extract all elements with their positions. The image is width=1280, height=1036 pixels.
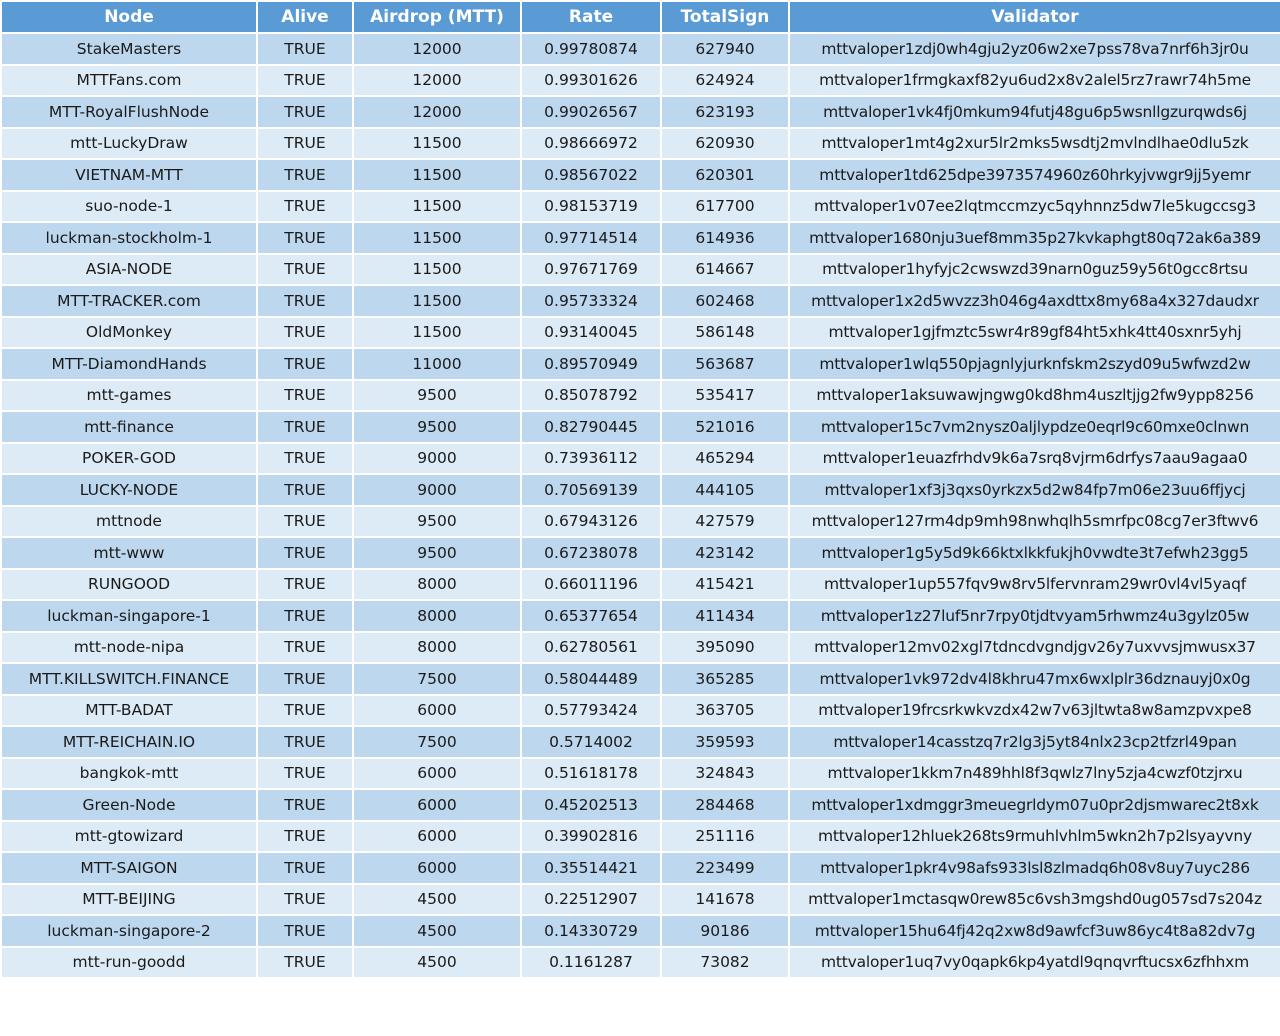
cell-node: VIETNAM-MTT [1, 159, 257, 191]
cell-node: Green-Node [1, 789, 257, 821]
cell-validator: mttvaloper1uq7vy0qapk6kp4yatdl9qnqvrftucsx6zfhhxm [789, 947, 1280, 979]
cell-rate: 0.70569139 [521, 474, 661, 506]
cell-airdrop: 9500 [353, 537, 521, 569]
cell-totalsign: 141678 [661, 884, 789, 916]
cell-totalsign: 602468 [661, 285, 789, 317]
cell-alive: TRUE [257, 600, 353, 632]
cell-node: suo-node-1 [1, 191, 257, 223]
cell-alive: TRUE [257, 915, 353, 947]
cell-alive: TRUE [257, 191, 353, 223]
table-row[interactable] [1, 632, 1280, 664]
cell-totalsign: 365285 [661, 663, 789, 695]
cell-airdrop: 12000 [353, 96, 521, 128]
cell-validator: mttvaloper14casstzq7r2lg3j5yt84nlx23cp2tfzrl49pan [789, 726, 1280, 758]
table-row[interactable] [1, 443, 1280, 475]
cell-node: POKER-GOD [1, 443, 257, 475]
cell-validator: mttvaloper1wlq550pjagnlyjurknfskm2szyd09u5wfwzd2w [789, 348, 1280, 380]
cell-airdrop: 6000 [353, 821, 521, 853]
table-row[interactable] [1, 947, 1280, 979]
table-row[interactable] [1, 474, 1280, 506]
cell-validator: mttvaloper1kkm7n489hhl8f3qwlz7lny5zja4cwzf0tzjrxu [789, 758, 1280, 790]
cell-alive: TRUE [257, 96, 353, 128]
cell-airdrop: 11500 [353, 191, 521, 223]
cell-node: ASIA-NODE [1, 254, 257, 286]
cell-alive: TRUE [257, 128, 353, 160]
cell-node: MTT-REICHAIN.IO [1, 726, 257, 758]
cell-totalsign: 411434 [661, 600, 789, 632]
cell-airdrop: 7500 [353, 726, 521, 758]
cell-node: OldMonkey [1, 317, 257, 349]
cell-totalsign: 620930 [661, 128, 789, 160]
cell-node: RUNGOOD [1, 569, 257, 601]
cell-totalsign: 423142 [661, 537, 789, 569]
cell-validator: mttvaloper1gjfmztc5swr4r89gf84ht5xhk4tt40sxnr5yhj [789, 317, 1280, 349]
table-row[interactable] [1, 96, 1280, 128]
cell-node: MTT-BEIJING [1, 884, 257, 916]
cell-airdrop: 9500 [353, 380, 521, 412]
table-row[interactable] [1, 758, 1280, 790]
cell-alive: TRUE [257, 317, 353, 349]
table-row[interactable] [1, 915, 1280, 947]
cell-totalsign: 251116 [661, 821, 789, 853]
table-row[interactable] [1, 852, 1280, 884]
cell-airdrop: 11500 [353, 254, 521, 286]
table-header-row [1, 1, 1280, 33]
cell-validator: mttvaloper1up557fqv9w8rv5lfervnram29wr0vl4vl5yaqf [789, 569, 1280, 601]
cell-rate: 0.58044489 [521, 663, 661, 695]
cell-validator: mttvaloper1zdj0wh4gju2yz06w2xe7pss78va7nrf6h3jr0u [789, 33, 1280, 65]
cell-rate: 0.99301626 [521, 65, 661, 97]
cell-totalsign: 223499 [661, 852, 789, 884]
cell-rate: 0.97714514 [521, 222, 661, 254]
cell-totalsign: 624924 [661, 65, 789, 97]
cell-totalsign: 73082 [661, 947, 789, 979]
cell-validator: mttvaloper1680nju3uef8mm35p27kvkaphgt80q72ak6a389 [789, 222, 1280, 254]
cell-rate: 0.82790445 [521, 411, 661, 443]
cell-node: luckman-singapore-2 [1, 915, 257, 947]
cell-airdrop: 9500 [353, 506, 521, 538]
cell-node: mtt-run-goodd [1, 947, 257, 979]
cell-rate: 0.62780561 [521, 632, 661, 664]
table-row[interactable] [1, 348, 1280, 380]
cell-alive: TRUE [257, 159, 353, 191]
cell-totalsign: 627940 [661, 33, 789, 65]
cell-node: MTTFans.com [1, 65, 257, 97]
cell-airdrop: 6000 [353, 852, 521, 884]
cell-node: LUCKY-NODE [1, 474, 257, 506]
cell-rate: 0.67238078 [521, 537, 661, 569]
cell-totalsign: 623193 [661, 96, 789, 128]
cell-rate: 0.97671769 [521, 254, 661, 286]
cell-rate: 0.98567022 [521, 159, 661, 191]
cell-airdrop: 6000 [353, 758, 521, 790]
cell-validator: mttvaloper1euazfrhdv9k6a7srq8vjrm6drfys7aau9agaa0 [789, 443, 1280, 475]
cell-alive: TRUE [257, 348, 353, 380]
table-row[interactable] [1, 726, 1280, 758]
cell-rate: 0.45202513 [521, 789, 661, 821]
table-body [1, 33, 1280, 978]
cell-airdrop: 11000 [353, 348, 521, 380]
cell-node: StakeMasters [1, 33, 257, 65]
cell-node: mtt-LuckyDraw [1, 128, 257, 160]
cell-alive: TRUE [257, 285, 353, 317]
column-header-node[interactable]: Node [1, 1, 257, 33]
table-row[interactable] [1, 65, 1280, 97]
cell-validator: mttvaloper1pkr4v98afs933lsl8zlmadq6h08v8uy7uyc286 [789, 852, 1280, 884]
cell-airdrop: 8000 [353, 600, 521, 632]
cell-alive: TRUE [257, 569, 353, 601]
table-row[interactable] [1, 600, 1280, 632]
column-header-rate[interactable]: Rate [521, 1, 661, 33]
cell-rate: 0.98666972 [521, 128, 661, 160]
cell-airdrop: 11500 [353, 317, 521, 349]
cell-validator: mttvaloper1vk4fj0mkum94futj48gu6p5wsnllgzurqwds6j [789, 96, 1280, 128]
cell-alive: TRUE [257, 474, 353, 506]
cell-node: MTT-BADAT [1, 695, 257, 727]
cell-alive: TRUE [257, 254, 353, 286]
cell-airdrop: 11500 [353, 285, 521, 317]
cell-node: mtt-www [1, 537, 257, 569]
cell-airdrop: 11500 [353, 222, 521, 254]
cell-rate: 0.98153719 [521, 191, 661, 223]
cell-rate: 0.67943126 [521, 506, 661, 538]
cell-alive: TRUE [257, 663, 353, 695]
cell-validator: mttvaloper1td625dpe3973574960z60hrkyjvwgr9jj5yemr [789, 159, 1280, 191]
cell-node: MTT-DiamondHands [1, 348, 257, 380]
cell-alive: TRUE [257, 380, 353, 412]
cell-totalsign: 444105 [661, 474, 789, 506]
cell-totalsign: 363705 [661, 695, 789, 727]
cell-airdrop: 6000 [353, 695, 521, 727]
cell-node: bangkok-mtt [1, 758, 257, 790]
cell-totalsign: 521016 [661, 411, 789, 443]
cell-rate: 0.1161287 [521, 947, 661, 979]
cell-node: mttnode [1, 506, 257, 538]
table-row[interactable] [1, 317, 1280, 349]
table-row[interactable] [1, 789, 1280, 821]
table-row[interactable] [1, 884, 1280, 916]
cell-airdrop: 12000 [353, 65, 521, 97]
cell-alive: TRUE [257, 33, 353, 65]
table-row[interactable] [1, 569, 1280, 601]
cell-validator: mttvaloper1g5y5d9k66ktxlkkfukjh0vwdte3t7efwh23gg5 [789, 537, 1280, 569]
cell-totalsign: 563687 [661, 348, 789, 380]
cell-validator: mttvaloper127rm4dp9mh98nwhqlh5smrfpc08cg7er3ftwv6 [789, 506, 1280, 538]
cell-rate: 0.99026567 [521, 96, 661, 128]
cell-alive: TRUE [257, 632, 353, 664]
cell-validator: mttvaloper15c7vm2nysz0aljlypdze0eqrl9c60mxe0clnwn [789, 411, 1280, 443]
cell-alive: TRUE [257, 537, 353, 569]
cell-validator: mttvaloper1v07ee2lqtmccmzyc5qyhnnz5dw7le5kugccsg3 [789, 191, 1280, 223]
cell-node: mtt-node-nipa [1, 632, 257, 664]
cell-node: MTT.KILLSWITCH.FINANCE [1, 663, 257, 695]
cell-alive: TRUE [257, 443, 353, 475]
table-row[interactable] [1, 285, 1280, 317]
cell-rate: 0.85078792 [521, 380, 661, 412]
cell-totalsign: 90186 [661, 915, 789, 947]
column-header-alive[interactable]: Alive [257, 1, 353, 33]
cell-airdrop: 8000 [353, 632, 521, 664]
table-row[interactable] [1, 191, 1280, 223]
cell-totalsign: 359593 [661, 726, 789, 758]
cell-alive: TRUE [257, 65, 353, 97]
table-row[interactable] [1, 821, 1280, 853]
cell-validator: mttvaloper1x2d5wvzz3h046g4axdttx8my68a4x327daudxr [789, 285, 1280, 317]
cell-node: MTT-RoyalFlushNode [1, 96, 257, 128]
table-row[interactable] [1, 506, 1280, 538]
cell-totalsign: 284468 [661, 789, 789, 821]
cell-node: mtt-games [1, 380, 257, 412]
cell-alive: TRUE [257, 884, 353, 916]
cell-airdrop: 6000 [353, 789, 521, 821]
cell-rate: 0.73936112 [521, 443, 661, 475]
cell-airdrop: 7500 [353, 663, 521, 695]
cell-alive: TRUE [257, 695, 353, 727]
cell-rate: 0.66011196 [521, 569, 661, 601]
cell-rate: 0.39902816 [521, 821, 661, 853]
cell-airdrop: 11500 [353, 128, 521, 160]
table-row[interactable] [1, 537, 1280, 569]
table-row[interactable] [1, 128, 1280, 160]
cell-validator: mttvaloper1hyfyjc2cwswzd39narn0guz59y56t0gcc8rtsu [789, 254, 1280, 286]
cell-node: MTT-TRACKER.com [1, 285, 257, 317]
cell-validator: mttvaloper12hluek268ts9rmuhlvhlm5wkn2h7p2lsyayvny [789, 821, 1280, 853]
column-header-validator[interactable]: Validator [789, 1, 1280, 33]
column-header-totalsign[interactable]: TotalSign [661, 1, 789, 33]
cell-rate: 0.93140045 [521, 317, 661, 349]
cell-airdrop: 9000 [353, 443, 521, 475]
table-row[interactable] [1, 663, 1280, 695]
cell-alive: TRUE [257, 411, 353, 443]
cell-totalsign: 620301 [661, 159, 789, 191]
cell-rate: 0.89570949 [521, 348, 661, 380]
cell-totalsign: 614667 [661, 254, 789, 286]
cell-totalsign: 617700 [661, 191, 789, 223]
table-row[interactable] [1, 159, 1280, 191]
cell-rate: 0.99780874 [521, 33, 661, 65]
cell-totalsign: 324843 [661, 758, 789, 790]
cell-node: MTT-SAIGON [1, 852, 257, 884]
cell-alive: TRUE [257, 947, 353, 979]
cell-alive: TRUE [257, 852, 353, 884]
table-row[interactable] [1, 33, 1280, 65]
cell-rate: 0.57793424 [521, 695, 661, 727]
table-row[interactable] [1, 222, 1280, 254]
cell-airdrop: 4500 [353, 915, 521, 947]
cell-totalsign: 535417 [661, 380, 789, 412]
cell-totalsign: 586148 [661, 317, 789, 349]
column-header-airdrop[interactable]: Airdrop (MTT) [353, 1, 521, 33]
table-row[interactable] [1, 254, 1280, 286]
cell-rate: 0.95733324 [521, 285, 661, 317]
cell-validator: mttvaloper15hu64fj42q2xw8d9awfcf3uw86yc4t8a82dv7g [789, 915, 1280, 947]
cell-totalsign: 395090 [661, 632, 789, 664]
cell-node: luckman-stockholm-1 [1, 222, 257, 254]
cell-validator: mttvaloper1frmgkaxf82yu6ud2x8v2alel5rz7rawr74h5me [789, 65, 1280, 97]
cell-validator: mttvaloper12mv02xgl7tdncdvgndjgv26y7uxvvsjmwusx37 [789, 632, 1280, 664]
cell-rate: 0.5714002 [521, 726, 661, 758]
cell-rate: 0.51618178 [521, 758, 661, 790]
cell-airdrop: 12000 [353, 33, 521, 65]
cell-validator: mttvaloper1mctasqw0rew85c6vsh3mgshd0ug057sd7s204z [789, 884, 1280, 916]
cell-rate: 0.22512907 [521, 884, 661, 916]
cell-alive: TRUE [257, 821, 353, 853]
cell-validator: mttvaloper1aksuwawjngwg0kd8hm4uszltjjg2fw9ypp8256 [789, 380, 1280, 412]
cell-validator: mttvaloper1xf3j3qxs0yrkzx5d2w84fp7m06e23uu6ffjycj [789, 474, 1280, 506]
cell-airdrop: 4500 [353, 947, 521, 979]
cell-airdrop: 11500 [353, 159, 521, 191]
cell-node: luckman-singapore-1 [1, 600, 257, 632]
cell-airdrop: 4500 [353, 884, 521, 916]
cell-alive: TRUE [257, 726, 353, 758]
cell-totalsign: 465294 [661, 443, 789, 475]
cell-airdrop: 9500 [353, 411, 521, 443]
cell-validator: mttvaloper1mt4g2xur5lr2mks5wsdtj2mvlndlhae0dlu5zk [789, 128, 1280, 160]
cell-alive: TRUE [257, 758, 353, 790]
cell-rate: 0.14330729 [521, 915, 661, 947]
cell-node: mtt-finance [1, 411, 257, 443]
cell-alive: TRUE [257, 789, 353, 821]
cell-totalsign: 415421 [661, 569, 789, 601]
cell-rate: 0.35514421 [521, 852, 661, 884]
cell-validator: mttvaloper19frcsrkwkvzdx42w7v63jltwta8w8amzpvxpe8 [789, 695, 1280, 727]
cell-airdrop: 9000 [353, 474, 521, 506]
cell-validator: mttvaloper1vk972dv4l8khru47mx6wxlplr36dznauyj0x0g [789, 663, 1280, 695]
cell-rate: 0.65377654 [521, 600, 661, 632]
cell-alive: TRUE [257, 506, 353, 538]
cell-validator: mttvaloper1z27luf5nr7rpy0tjdtvyam5rhwmz4u3gylz05w [789, 600, 1280, 632]
table-row[interactable] [1, 411, 1280, 443]
cell-validator: mttvaloper1xdmggr3meuegrldym07u0pr2djsmwarec2t8xk [789, 789, 1280, 821]
table-row[interactable] [1, 695, 1280, 727]
cell-airdrop: 8000 [353, 569, 521, 601]
cell-alive: TRUE [257, 222, 353, 254]
cell-totalsign: 427579 [661, 506, 789, 538]
cell-node: mtt-gtowizard [1, 821, 257, 853]
table-row[interactable] [1, 380, 1280, 412]
cell-totalsign: 614936 [661, 222, 789, 254]
